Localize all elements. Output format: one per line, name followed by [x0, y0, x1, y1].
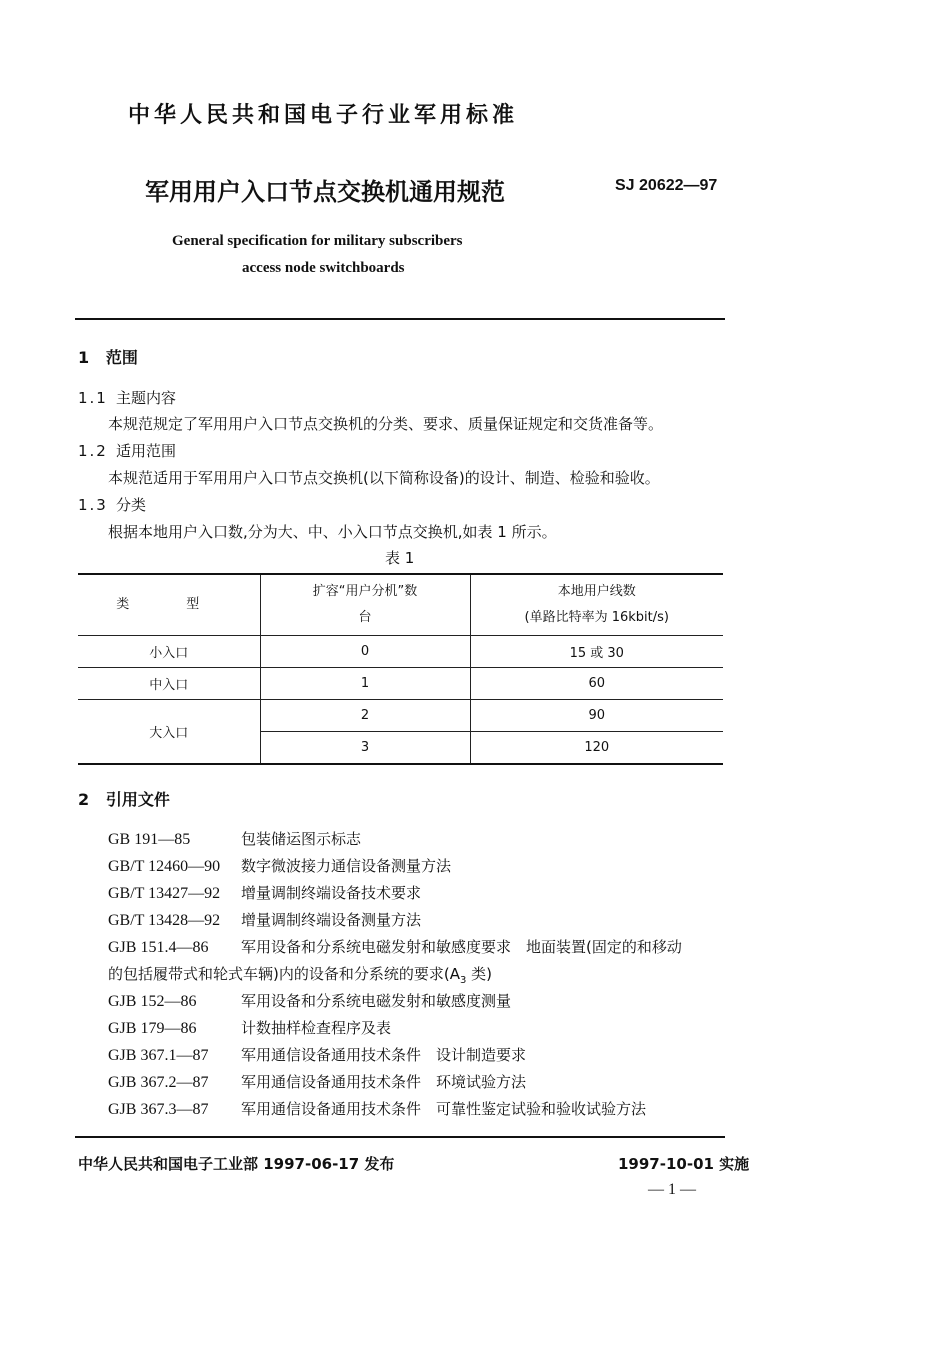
header-lines: 本地用户线数 (单路比特率为 16kbit/s) [470, 574, 723, 636]
reference-code: GJB 152—86 [108, 993, 197, 1010]
reference-item [108, 1042, 682, 1069]
cell-lines: 15 或 30 [470, 636, 723, 668]
reference-code: GJB 151.4—86 [108, 939, 209, 956]
reference-title: 增量调制终端设备测量方法 [241, 911, 422, 929]
table-row [78, 636, 723, 668]
reference-item [108, 934, 682, 988]
reference-item [108, 826, 682, 853]
reference-code: GB 191—85 [108, 831, 191, 848]
cell-expansion: 1 [260, 668, 470, 700]
section-1-3-text: 根据本地用户入口数,分为大、中、小入口节点交换机,如表 1 所示。 [108, 523, 557, 541]
reference-title: 军用通信设备通用技术条件 设计制造要求 [241, 1046, 527, 1064]
section-1-3-heading [78, 494, 146, 515]
cell-type: 大入口 [78, 700, 260, 765]
section-number: 1 [78, 348, 90, 367]
cell-type: 小入口 [78, 636, 260, 668]
reference-code: GJB 367.3—87 [108, 1101, 209, 1118]
document-title: 军用用户入口节点交换机通用规范 [145, 178, 505, 206]
header-divider [75, 318, 725, 320]
section-title: 范围 [105, 348, 138, 367]
classification-table [78, 573, 723, 765]
english-title-line2: access node switchboards [242, 260, 405, 276]
issue-statement: 中华人民共和国电子工业部 1997-06-17 发布 [78, 1155, 395, 1173]
cell-lines: 90 [470, 700, 723, 732]
reference-item [108, 1096, 682, 1123]
reference-list [108, 826, 682, 1123]
section-title: 适用范围 [116, 442, 177, 460]
cell-expansion: 0 [260, 636, 470, 668]
table-header-row [78, 574, 723, 636]
effective-date: 1997-10-01 实施 [618, 1155, 750, 1173]
cell-expansion: 3 [260, 732, 470, 765]
section-1-2-text: 本规范适用于军用用户入口节点交换机(以下简称设备)的设计、制造、检验和验收。 [108, 469, 660, 487]
table-row [78, 668, 723, 700]
table-row [78, 700, 723, 732]
section-1-heading [78, 345, 138, 368]
reference-item [108, 988, 682, 1015]
header-type: 类 型 [78, 574, 260, 636]
section-number: 2 [78, 790, 90, 809]
reference-title: 军用通信设备通用技术条件 环境试验方法 [241, 1073, 527, 1091]
reference-title: 军用通信设备通用技术条件 可靠性鉴定试验和验收试验方法 [241, 1100, 647, 1118]
english-title-line1: General specification for military subscribers [172, 233, 463, 249]
document-code: SJ 20622—97 [615, 177, 718, 194]
reference-title: 军用设备和分系统电磁发射和敏感度测量 [241, 992, 512, 1010]
reference-title: 包装储运图示标志 [241, 830, 362, 848]
reference-code: GB/T 12460—90 [108, 858, 221, 875]
cell-lines: 120 [470, 732, 723, 765]
section-1-2-heading [78, 440, 176, 461]
reference-code: GJB 367.2—87 [108, 1074, 209, 1091]
section-number: 1.2 [78, 442, 108, 460]
header-expansion: 扩容“用户分机”数 台 [260, 574, 470, 636]
reference-code: GJB 179—86 [108, 1020, 197, 1037]
page-number: — 1 — [648, 1181, 696, 1198]
reference-item [108, 853, 682, 880]
reference-item [108, 1069, 682, 1096]
section-number: 1.3 [78, 496, 108, 514]
reference-title: 数字微波接力通信设备测量方法 [241, 857, 452, 875]
reference-code: GJB 367.1—87 [108, 1047, 209, 1064]
section-number: 1.1 [78, 389, 108, 407]
section-title: 主题内容 [116, 389, 177, 407]
reference-title: 军用设备和分系统电磁发射和敏感度要求 地面装置(固定的和移动 [241, 938, 682, 956]
reference-code: GB/T 13428—92 [108, 912, 221, 929]
section-1-1-heading [78, 387, 176, 408]
reference-title: 增量调制终端设备技术要求 [241, 884, 422, 902]
section-title: 分类 [116, 496, 147, 514]
cell-type: 中入口 [78, 668, 260, 700]
reference-title-continued: 的包括履带式和轮式车辆)内的设备和分系统的要求($A_3$ 类) [108, 965, 492, 986]
standard-body-heading: 中华人民共和国电子行业军用标准 [128, 103, 519, 128]
section-1-1-text: 本规范规定了军用用户入口节点交换机的分类、要求、质量保证规定和交货准备等。 [108, 415, 664, 433]
section-2-heading [78, 787, 170, 810]
cell-lines: 60 [470, 668, 723, 700]
reference-code: GB/T 13427—92 [108, 885, 221, 902]
reference-title: 计数抽样检查程序及表 [241, 1019, 392, 1037]
reference-item [108, 1015, 682, 1042]
footer-divider [75, 1136, 725, 1138]
table-caption: 表 1 [385, 549, 415, 567]
section-title: 引用文件 [105, 790, 170, 809]
english-title [172, 228, 463, 282]
reference-item [108, 880, 682, 907]
cell-expansion: 2 [260, 700, 470, 732]
reference-item [108, 907, 682, 934]
